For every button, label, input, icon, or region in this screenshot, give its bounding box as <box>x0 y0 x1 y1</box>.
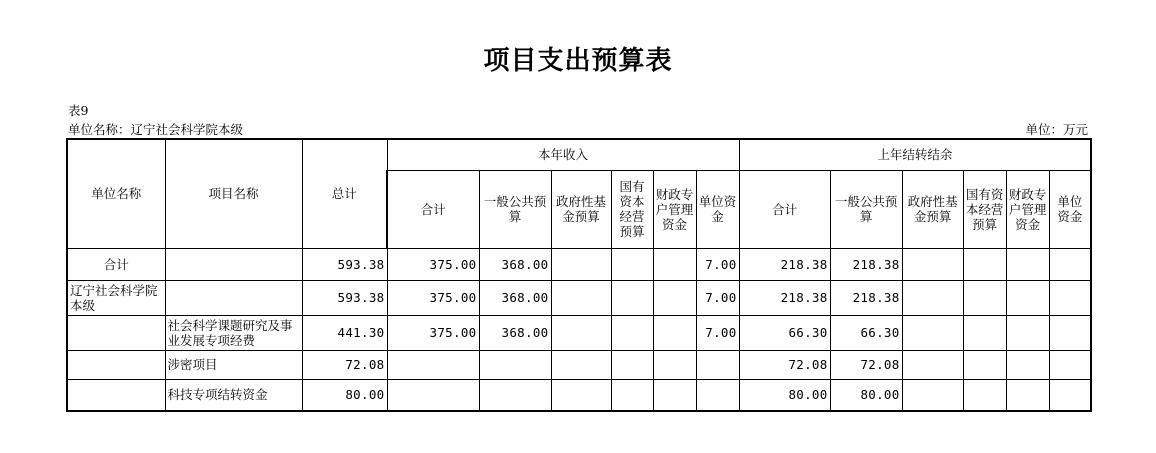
cell-unit-name <box>67 315 165 350</box>
header-co-subtotal: 合计 <box>739 170 830 248</box>
cell-unit-name: 辽宁社会科学院本级 <box>67 280 165 315</box>
cell-carryover-4 <box>1006 379 1049 411</box>
cell-total: 593.38 <box>302 280 387 315</box>
table-row <box>67 248 1091 280</box>
cell-current-year-3 <box>611 248 653 280</box>
page-title: 项目支出预算表 <box>483 46 673 76</box>
cell-carryover-2 <box>902 280 963 315</box>
cell-unit-name <box>67 350 165 379</box>
header-unit-name: 单位名称 <box>67 139 165 248</box>
cell-current-year-4 <box>653 248 696 280</box>
cell-carryover-5 <box>1049 248 1091 280</box>
cell-current-year-2 <box>551 350 611 379</box>
cell-current-year-4 <box>653 315 696 350</box>
cell-current-year-0 <box>387 350 479 379</box>
header-cy-special-account: 财政专户管理资金 <box>653 170 696 248</box>
cell-project-name: 涉密项目 <box>165 350 302 379</box>
cell-current-year-3 <box>611 350 653 379</box>
cell-carryover-0: 72.08 <box>739 350 830 379</box>
cell-carryover-4 <box>1006 248 1049 280</box>
header-co-fund-budget: 政府性基金预算 <box>902 170 963 248</box>
cell-carryover-0: 218.38 <box>739 248 830 280</box>
cell-current-year-4 <box>653 379 696 411</box>
cell-carryover-4 <box>1006 350 1049 379</box>
cell-carryover-5 <box>1049 379 1091 411</box>
cell-current-year-3 <box>611 315 653 350</box>
cell-current-year-1: 368.00 <box>479 280 551 315</box>
cell-unit-name <box>67 379 165 411</box>
cell-current-year-3 <box>611 379 653 411</box>
cell-unit-name: 合计 <box>67 248 165 280</box>
table-number: 表9 <box>68 103 89 118</box>
cell-current-year-0 <box>387 379 479 411</box>
cell-current-year-4 <box>653 280 696 315</box>
cell-current-year-5 <box>696 350 739 379</box>
cell-project-name: 社会科学课题研究及事业发展专项经费 <box>165 315 302 350</box>
cell-current-year-5: 7.00 <box>696 315 739 350</box>
cell-carryover-0: 80.00 <box>739 379 830 411</box>
header-current-year-income: 本年收入 <box>387 139 739 170</box>
header-cy-subtotal: 合计 <box>387 170 479 248</box>
cell-current-year-0: 375.00 <box>387 248 479 280</box>
cell-current-year-0: 375.00 <box>387 280 479 315</box>
table-row <box>67 315 1091 350</box>
cell-carryover-3 <box>963 350 1006 379</box>
cell-carryover-1: 218.38 <box>830 248 902 280</box>
cell-current-year-1: 368.00 <box>479 315 551 350</box>
cell-carryover-4 <box>1006 280 1049 315</box>
cell-carryover-0: 66.30 <box>739 315 830 350</box>
cell-current-year-5: 7.00 <box>696 248 739 280</box>
table-row <box>67 350 1091 379</box>
cell-current-year-2 <box>551 280 611 315</box>
cell-current-year-1 <box>479 350 551 379</box>
header-co-unit-funds: 单位资金 <box>1049 170 1091 248</box>
cell-carryover-2 <box>902 248 963 280</box>
cell-carryover-0: 218.38 <box>739 280 830 315</box>
header-row-group <box>67 139 1091 170</box>
header-total: 总计 <box>302 139 387 248</box>
cell-carryover-1: 80.00 <box>830 379 902 411</box>
cell-total: 593.38 <box>302 248 387 280</box>
cell-carryover-1: 66.30 <box>830 315 902 350</box>
header-cy-fund-budget: 政府性基金预算 <box>551 170 611 248</box>
cell-total: 80.00 <box>302 379 387 411</box>
cell-current-year-5: 7.00 <box>696 280 739 315</box>
cell-carryover-5 <box>1049 315 1091 350</box>
cell-carryover-2 <box>902 350 963 379</box>
cell-carryover-1: 72.08 <box>830 350 902 379</box>
cell-total: 441.30 <box>302 315 387 350</box>
cell-carryover-1: 218.38 <box>830 280 902 315</box>
unit-name-label: 单位名称：辽宁社会科学院本级 <box>68 122 244 137</box>
table-row <box>67 379 1091 411</box>
cell-carryover-4 <box>1006 315 1049 350</box>
cell-current-year-2 <box>551 248 611 280</box>
table-row <box>67 280 1091 315</box>
cell-current-year-0: 375.00 <box>387 315 479 350</box>
cell-carryover-3 <box>963 280 1006 315</box>
currency-unit-label: 单位：万元 <box>1025 122 1088 137</box>
cell-carryover-2 <box>902 315 963 350</box>
cell-carryover-3 <box>963 248 1006 280</box>
cell-carryover-2 <box>902 379 963 411</box>
header-project-name: 项目名称 <box>165 139 302 248</box>
header-co-general-budget: 一般公共预算 <box>830 170 902 248</box>
cell-project-name <box>165 280 302 315</box>
cell-carryover-5 <box>1049 350 1091 379</box>
budget-table <box>66 138 1092 412</box>
header-cy-state-capital: 国有资本经营预算 <box>611 170 653 248</box>
cell-carryover-3 <box>963 315 1006 350</box>
cell-project-name <box>165 248 302 280</box>
cell-current-year-2 <box>551 379 611 411</box>
cell-carryover-3 <box>963 379 1006 411</box>
header-co-state-capital: 国有资本经营预算 <box>963 170 1006 248</box>
cell-current-year-1: 368.00 <box>479 248 551 280</box>
cell-project-name: 科技专项结转资金 <box>165 379 302 411</box>
cell-current-year-5 <box>696 379 739 411</box>
cell-total: 72.08 <box>302 350 387 379</box>
header-cy-general-budget: 一般公共预算 <box>479 170 551 248</box>
cell-carryover-5 <box>1049 280 1091 315</box>
header-cy-unit-funds: 单位资金 <box>696 170 739 248</box>
cell-current-year-1 <box>479 379 551 411</box>
cell-current-year-4 <box>653 350 696 379</box>
cell-current-year-2 <box>551 315 611 350</box>
header-co-special-account: 财政专户管理资金 <box>1006 170 1049 248</box>
header-carryover: 上年结转结余 <box>739 139 1091 170</box>
cell-current-year-3 <box>611 280 653 315</box>
